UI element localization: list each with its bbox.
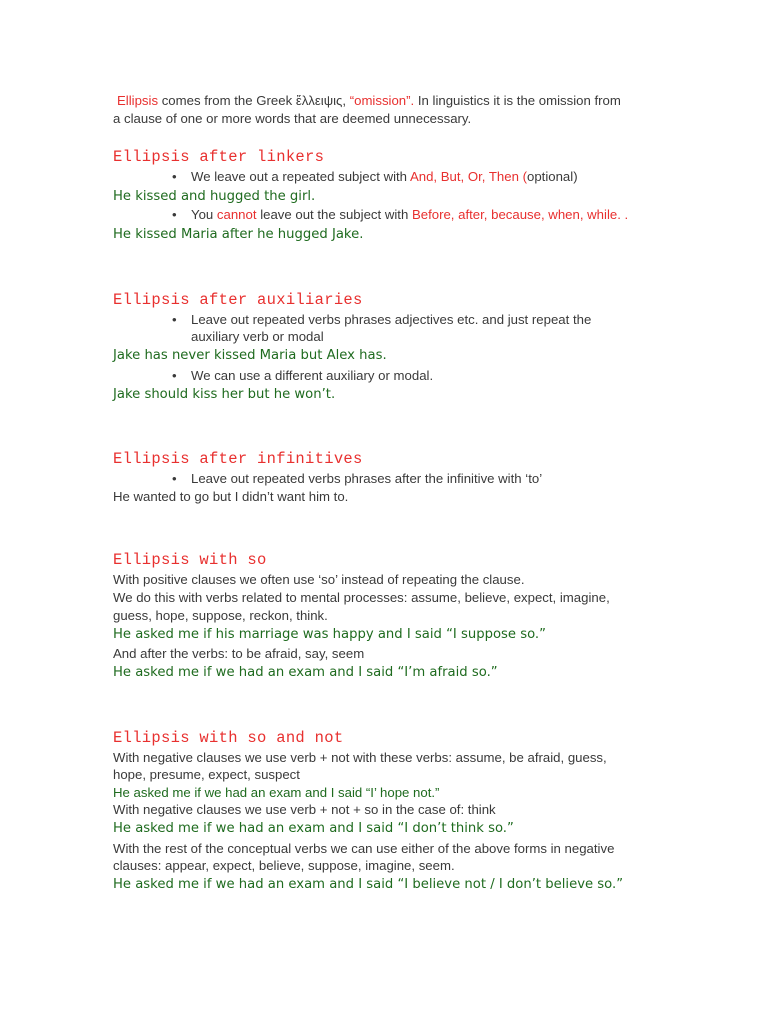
sec4-line-4: And after the verbs: to be afraid, say, seem — [113, 646, 365, 661]
sec3-bullet-1: Leave out repeated verbs phrases after the infinitive with ‘to’ — [191, 471, 543, 486]
sec4-example-2: He asked me if we had an exam and I said “I’m afraid so.” — [113, 665, 498, 680]
sec2-bullet-2: We can use a different auxiliary or modal. — [191, 368, 434, 383]
bullet-glyph: • — [172, 169, 177, 184]
heading-infinitives: Ellipsis after infinitives — [113, 450, 363, 468]
sec4-line-1: With positive clauses we often use ‘so’ instead of repeating the clause. — [113, 572, 525, 587]
bullet-glyph: • — [172, 368, 177, 383]
intro-omission: “omission”. — [349, 93, 415, 108]
sec5-line-1: With negative clauses we use verb + not with these verbs: assume, be afraid, guess, — [113, 750, 607, 765]
intro-text-a: comes from the Greek ἔλλειψις, — [158, 93, 350, 108]
sec2-example-2: Jake should kiss her but he won’t. — [113, 387, 336, 402]
sec1-b1-optional: optional) — [527, 169, 578, 184]
bullet-glyph: • — [172, 471, 177, 486]
sec2-example-1: Jake has never kissed Maria but Alex has. — [113, 348, 387, 363]
sec5-line-2: hope, presume, expect, suspect — [113, 767, 300, 782]
sec5-example-3: He asked me if we had an exam and I said “I believe not / I don’t believe so.” — [113, 877, 624, 892]
sec5-example-2: He asked me if we had an exam and I said “I don’t think so.” — [113, 821, 514, 836]
bullet-glyph: • — [172, 207, 177, 222]
sec1-b2-text-b: leave out the subject with — [256, 207, 412, 222]
sec2-bullet-1-line-1: Leave out repeated verbs phrases adjectives etc. and just repeat the — [191, 312, 592, 327]
sec5-line-3: With negative clauses we use verb + not + so in the case of: think — [113, 802, 496, 817]
heading-auxiliaries: Ellipsis after auxiliaries — [113, 291, 363, 309]
sec1-b1-linkers: And, But, Or, Then ( — [409, 169, 527, 184]
sec1-bullet-1 — [191, 168, 578, 186]
sec1-example-1: He kissed and hugged the girl. — [113, 189, 316, 204]
sec1-b2-cannot: cannot — [216, 207, 257, 222]
heading-linkers: Ellipsis after linkers — [113, 148, 325, 166]
sec4-example-1: He asked me if his marriage was happy and I said “I suppose so.” — [113, 627, 546, 642]
sec4-line-2: We do this with verbs related to mental processes: assume, believe, expect, imagine, — [113, 590, 610, 605]
sec5-line-5: clauses: appear, expect, believe, suppose, imagine, seem. — [113, 858, 455, 873]
sec4-line-3: guess, hope, suppose, reckon, think. — [113, 608, 328, 623]
sec1-bullet-2 — [191, 206, 628, 224]
heading-with-so: Ellipsis with so — [113, 551, 267, 569]
heading-with-so-and-not: Ellipsis with so and not — [113, 729, 344, 747]
sec1-b2-linkers: Before, after, because, when, while. . — [411, 207, 629, 222]
intro-text-b: In linguistics it is the omission from — [414, 93, 621, 108]
bullet-glyph: • — [172, 312, 177, 327]
intro-term: Ellipsis — [117, 93, 159, 108]
sec1-b2-text-a: You — [191, 207, 217, 222]
sec5-example-1: He asked me if we had an exam and I said “I’ hope not.” — [113, 785, 440, 800]
sec3-line-1: He wanted to go but I didn’t want him to. — [113, 489, 349, 504]
sec1-b1-text: We leave out a repeated subject with — [191, 169, 410, 184]
sec1-example-2: He kissed Maria after he hugged Jake. — [113, 227, 364, 242]
sec5-line-4: With the rest of the conceptual verbs we can use either of the above forms in negative — [113, 841, 615, 856]
intro-line-1 — [113, 92, 621, 110]
intro-line-2: a clause of one or more words that are deemed unnecessary. — [113, 111, 472, 126]
sec2-bullet-1-line-2: auxiliary verb or modal — [191, 329, 324, 344]
